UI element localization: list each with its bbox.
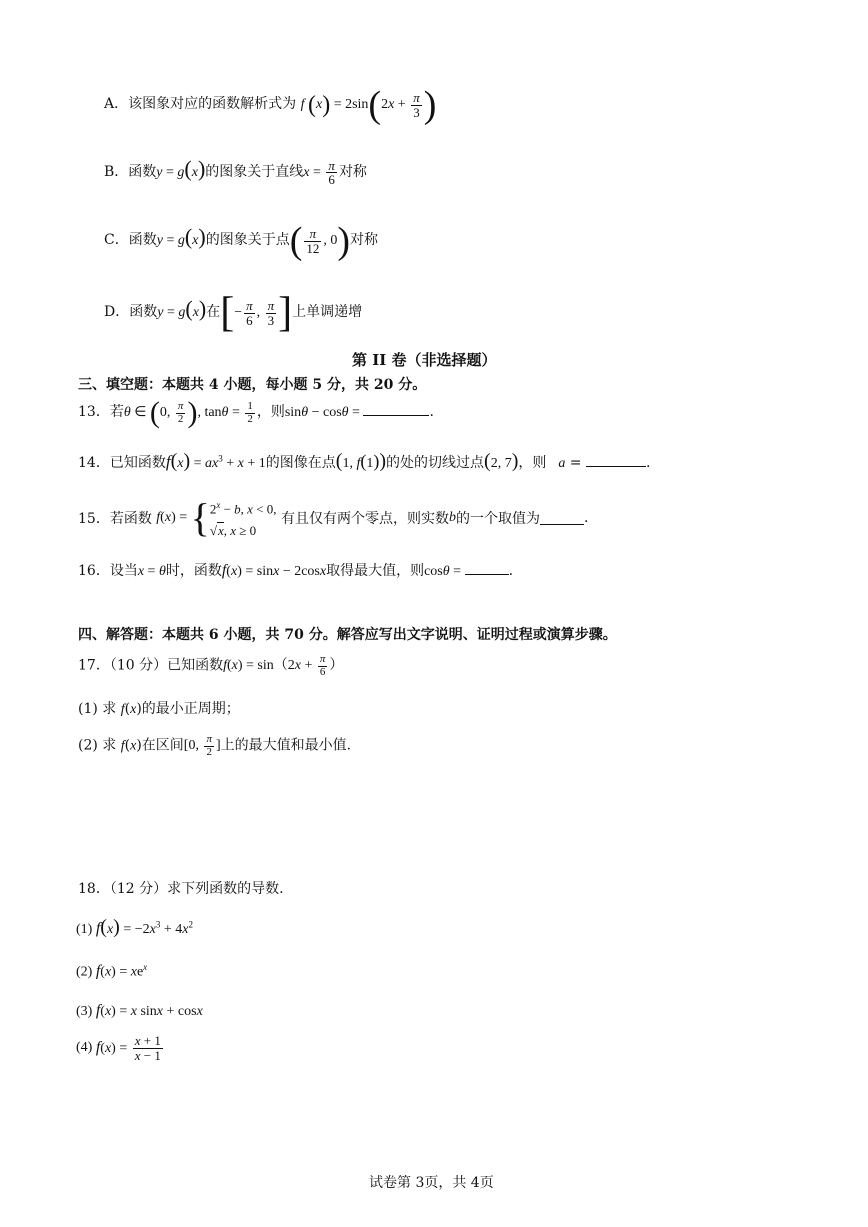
q15-pre: 若函数 (109, 511, 152, 528)
option-d-text-after: 上单调递增 (292, 304, 363, 321)
q17-p1-text: 的最小正周期； (141, 701, 240, 717)
question-17-part1: (1) 求 f(x)的最小正周期； (78, 701, 240, 717)
option-a-text: 该图象对应的函数解析式为 (128, 96, 297, 113)
q13-post: . (429, 404, 434, 421)
q18-part1: (1) $f(x) = -2x^3 + 4x^2$ (76, 916, 193, 938)
q16-pre: 设当 (109, 563, 138, 579)
q13-mid: ，则 (256, 404, 285, 421)
q14-post2: . (646, 455, 651, 471)
option-c-point: ( $\frac{\pi}{12}$ , 0) (289, 220, 351, 262)
q14-var: a (558, 456, 566, 471)
option-b-text-mid: 的图象关于直线 (205, 164, 304, 180)
q13-expr: sinθ − cosθ = (284, 405, 364, 421)
q13-formula: θ ∈ (0, $\frac{\pi}{2}$ ), tanθ = $\frac{1}{2}$ (123, 396, 253, 429)
page-footer: 试卷第 3页，共 4页 (369, 1175, 494, 1191)
option-b-line: x = $\frac{\pi}{6}$ (303, 157, 335, 188)
q17-interval: [0, $\frac{\pi}{2}$ ] (183, 733, 221, 758)
q18-p2-label: (2) (76, 964, 93, 980)
question-14: 14．已知函数$f(x) = ax^3 + x + 1$的图像在点(1, f(1))的处的切线过点(2, 7)，则 a = . (78, 450, 651, 472)
q13-pre: 若 (109, 404, 124, 421)
option-d-text-before: 函数 (129, 304, 158, 321)
option-c-fn: y = g(x) (156, 224, 206, 250)
option-b (104, 156, 367, 187)
q17-p2-text: 在区间 (141, 737, 184, 754)
q13-number: 13． (78, 404, 110, 421)
option-d-label: D． (104, 304, 130, 321)
q18-p1-label: (1) (76, 922, 93, 937)
q16-mid2: 取得最大值，则 (326, 563, 425, 579)
option-c-text-after: 对称 (350, 232, 379, 249)
q14-pre: 已知函数 (109, 455, 166, 471)
answer-section-heading: 四、解答题：本题共 6 小题，共 70 分。解答应写出文字说明、证明过程或演算步骤。 (78, 627, 617, 643)
q16-post: . (508, 563, 514, 579)
q16-formula: f(x) = sinx − 2cosx (221, 562, 327, 579)
q17-number: 17． (78, 657, 110, 674)
q15-var: b (449, 510, 456, 526)
question-15 (78, 494, 588, 542)
fill-blank-heading: 三、填空题：本题共 4 小题，每小题 5 分，共 20 分。 (78, 377, 427, 393)
q18-number: 18． (78, 881, 110, 897)
option-b-text-before: 函数 (128, 164, 157, 180)
q17-formula: f(x) = sin（2x + $\frac{\pi}{6}$ ） (223, 653, 344, 678)
q16-answer-blank[interactable] (465, 562, 509, 575)
option-a-formula: f (x) = 2sin(2x + $\frac{\pi}{3}$ ) (300, 84, 437, 126)
option-c-text-mid: 的图象关于点 (205, 232, 290, 249)
q15-end: . (584, 510, 589, 527)
option-d (104, 292, 362, 334)
question-18 (78, 878, 284, 898)
q15-mid: 有且仅有两个零点，则实数 (281, 511, 449, 528)
q16-mid: 时，函数 (165, 563, 222, 579)
option-b-label: B． (104, 164, 129, 180)
q15-number: 15． (78, 511, 110, 528)
option-b-fn: y = g(x) (156, 156, 206, 181)
q13-answer-blank[interactable] (363, 403, 429, 416)
option-c (104, 222, 378, 260)
question-13 (78, 398, 434, 428)
q14-number: 14． (78, 455, 110, 471)
q14-answer-blank[interactable] (586, 454, 646, 467)
q18-part3: (3) f(x) = x sinx + cosx (76, 1002, 203, 1019)
q14-post: ，则 (518, 455, 547, 471)
q14-mid: 的图像在点 (265, 455, 336, 471)
q14-point: (1, f(1)) (335, 450, 387, 472)
option-c-text-before: 函数 (128, 232, 157, 249)
q18-part2: (2) $f(x) = xe^x$ (76, 962, 148, 980)
q17-p1-label: (1) 求 (78, 701, 117, 717)
option-d-text-mid: 在 (206, 304, 221, 321)
q17-score: （10 分） (109, 657, 168, 674)
section-title: 第 II 卷（非选择题） (352, 351, 497, 369)
option-d-interval: [− $\frac{\pi}{6}$ , $\frac{\pi}{3}$ ] (220, 290, 293, 336)
q18-part4: (4) f(x) = $\frac{x + 1}{x - 1}$ (76, 1033, 161, 1063)
question-16 (78, 560, 513, 580)
q14-formula: $f(x) = ax^3 + x + 1$ (165, 450, 266, 472)
question-17 (78, 654, 343, 678)
q15-post: 的一个取值为 (456, 511, 540, 528)
option-c-label: C． (104, 232, 129, 249)
q17-p2-text2: 上的最大值和最小值. (220, 737, 352, 754)
q18-score: （12 分） (109, 881, 168, 897)
option-a-label: A． (104, 96, 129, 113)
option-b-text-after: 对称 (338, 164, 367, 180)
q14-point2: (2, 7) (484, 450, 519, 472)
q16-cond: x = θ (137, 564, 166, 579)
option-d-fn: y = g(x) (157, 296, 207, 322)
q16-expr: cosθ = (424, 564, 465, 579)
q15-piecewise: f(x) = { $2^x - b$, x < 0, √x, x ≥ 0 (156, 495, 277, 541)
q16-number: 16． (78, 563, 110, 579)
q18-p3-label: (3) (76, 1004, 93, 1019)
q17-p2-label: (2) 求 (78, 737, 117, 754)
q18-text: 求下列函数的导数. (167, 881, 284, 897)
q15-answer-blank[interactable] (540, 512, 584, 525)
q18-p4-label: (4) (76, 1040, 93, 1056)
q17-pre: 已知函数 (167, 657, 224, 674)
q14-mid2: 的处的切线过点 (386, 455, 485, 471)
question-17-part2: (2) 求 f(x)在区间[0, $\frac{\pi}{2}$ ]上的最大值和最小值. (78, 733, 352, 758)
option-a (104, 86, 436, 124)
